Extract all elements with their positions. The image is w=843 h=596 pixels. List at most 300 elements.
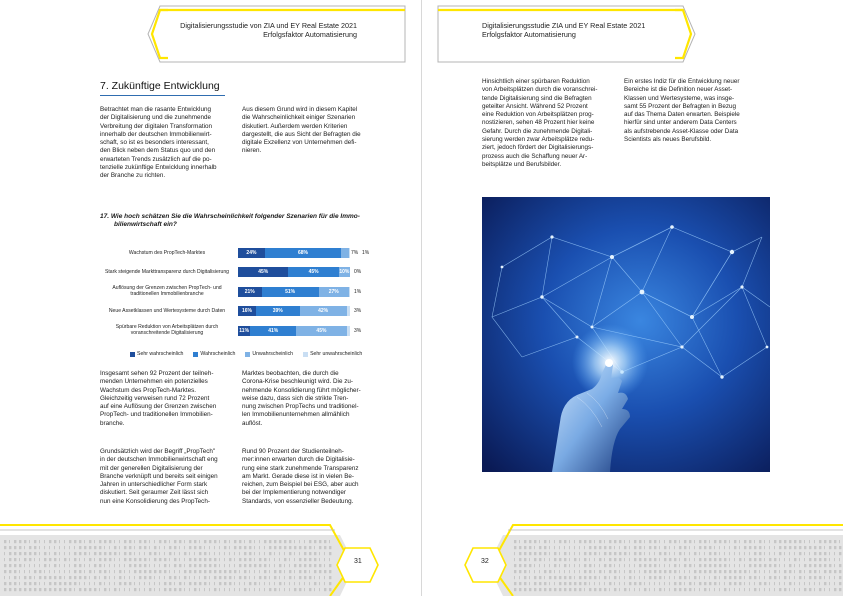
binary-digit <box>149 570 151 573</box>
binary-digit <box>544 558 545 561</box>
binary-digit <box>594 564 595 567</box>
binary-digit <box>834 576 835 579</box>
binary-digit <box>324 576 325 579</box>
binary-digit <box>79 552 81 555</box>
binary-digit <box>704 588 706 591</box>
binary-digit <box>729 588 730 591</box>
binary-digit <box>774 552 775 555</box>
binary-digit <box>599 558 601 561</box>
binary-digit <box>299 564 301 567</box>
binary-digit <box>114 546 116 549</box>
binary-digit <box>239 576 241 579</box>
left-header-line1: Digitalisierungsstudie von ZIA und EY Real Estate 2021 <box>180 21 357 30</box>
binary-digit <box>74 546 75 549</box>
binary-digit <box>689 588 691 591</box>
binary-digit <box>314 564 316 567</box>
binary-digit <box>74 570 76 573</box>
binary-digit <box>584 564 586 567</box>
binary-digit <box>719 546 720 549</box>
binary-digit <box>209 558 211 561</box>
binary-digit <box>64 564 65 567</box>
binary-digit <box>699 576 700 579</box>
binary-digit <box>784 570 786 573</box>
binary-digit <box>39 576 41 579</box>
binary-digit <box>194 546 196 549</box>
binary-digit <box>799 546 801 549</box>
binary-digit <box>164 546 165 549</box>
binary-digit <box>564 552 566 555</box>
binary-digit <box>594 582 595 585</box>
binary-digit <box>159 582 160 585</box>
text-line: nung zwischen PropTechs und traditionel- <box>242 403 359 411</box>
binary-digit <box>759 564 761 567</box>
binary-digit <box>784 564 785 567</box>
right-col2-paragraph <box>624 78 754 144</box>
binary-digit <box>174 588 176 591</box>
binary-digit <box>764 558 765 561</box>
binary-digit <box>224 558 225 561</box>
text-line: prozess auch die Schaffung neuer Ar- <box>482 152 588 160</box>
binary-digit <box>309 546 311 549</box>
binary-digit <box>544 552 546 555</box>
binary-digit <box>519 558 521 561</box>
binary-digit <box>89 558 91 561</box>
binary-digit <box>279 552 280 555</box>
binary-digit <box>94 540 95 543</box>
chart-bar-segment: 45% <box>238 267 288 277</box>
binary-digit <box>549 552 550 555</box>
binary-digit <box>39 564 40 567</box>
binary-digit <box>829 570 831 573</box>
binary-digit <box>204 546 205 549</box>
left-page <box>0 0 421 596</box>
text-line: PropTech- und traditionellen Immobilien- <box>100 411 213 419</box>
binary-digit <box>119 576 121 579</box>
binary-digit <box>749 582 750 585</box>
binary-digit <box>39 582 40 585</box>
binary-digit <box>254 588 255 591</box>
binary-digit <box>254 552 255 555</box>
legend-item <box>303 351 362 357</box>
binary-digit <box>179 546 180 549</box>
text-line: Gefahr. Durch die zunehmende Digitali- <box>482 127 593 135</box>
binary-digit <box>514 582 516 585</box>
binary-digit <box>709 570 711 573</box>
binary-digit <box>19 564 21 567</box>
binary-digit <box>604 540 605 543</box>
binary-digit <box>329 546 331 549</box>
binary-digit <box>274 582 275 585</box>
chart-bar-segment <box>347 306 350 316</box>
binary-digit <box>204 570 206 573</box>
binary-digit <box>129 570 130 573</box>
binary-digit <box>229 552 230 555</box>
chart-bar-row <box>238 306 362 316</box>
binary-digit <box>134 582 135 585</box>
binary-digit <box>734 570 736 573</box>
binary-digit <box>574 576 575 579</box>
right-header <box>482 22 645 39</box>
binary-digit <box>124 588 125 591</box>
chart-category-label-line: Auflösung der Grenzen zwischen PropTech- und <box>112 285 222 291</box>
binary-digit <box>174 552 175 555</box>
binary-digit <box>624 588 626 591</box>
binary-digit <box>584 576 586 579</box>
binary-digit <box>514 576 515 579</box>
binary-digit <box>839 570 841 573</box>
text-line: am Markt. Gerade diese ist in vielen Be- <box>242 472 354 480</box>
binary-digit <box>524 576 526 579</box>
binary-digit <box>199 588 200 591</box>
binary-digit <box>34 570 36 573</box>
binary-digit <box>734 588 735 591</box>
binary-digit <box>629 570 631 573</box>
binary-digit <box>84 540 85 543</box>
binary-digit <box>234 588 235 591</box>
binary-digit <box>54 540 56 543</box>
binary-digit <box>304 582 305 585</box>
binary-digit <box>49 540 51 543</box>
binary-digit <box>589 564 591 567</box>
binary-digit <box>664 558 666 561</box>
binary-digit <box>674 546 675 549</box>
binary-digit <box>709 558 711 561</box>
binary-digit <box>804 540 805 543</box>
binary-digit <box>184 582 185 585</box>
binary-digit <box>564 558 566 561</box>
binary-digit <box>764 570 765 573</box>
binary-digit <box>839 558 840 561</box>
text-line: der Branche zu richten. <box>100 172 166 180</box>
binary-digit <box>644 582 645 585</box>
binary-digit <box>734 576 736 579</box>
binary-digit <box>659 558 660 561</box>
left-col2-paragraph3 <box>242 448 370 506</box>
binary-digit <box>104 582 105 585</box>
chart-data-label: 3% <box>354 308 362 314</box>
binary-digit <box>569 558 570 561</box>
binary-digit <box>89 570 91 573</box>
binary-digit <box>769 558 771 561</box>
left-header <box>180 22 357 39</box>
binary-digit <box>639 582 641 585</box>
binary-digit <box>179 564 181 567</box>
binary-digit <box>219 564 220 567</box>
binary-digit <box>209 540 211 543</box>
binary-digit <box>724 546 725 549</box>
binary-digit <box>559 546 560 549</box>
binary-digit <box>239 540 241 543</box>
binary-digit <box>744 552 745 555</box>
text-line: den Blick neben dem Status quo und den <box>100 147 216 155</box>
binary-digit <box>734 540 736 543</box>
legend-label: Wahrscheinlich <box>200 351 236 357</box>
binary-digit <box>84 552 86 555</box>
binary-digit <box>164 558 166 561</box>
binary-digit <box>129 558 131 561</box>
binary-digit <box>214 546 215 549</box>
binary-digit <box>124 540 126 543</box>
binary-digit <box>24 576 26 579</box>
binary-digit <box>639 552 641 555</box>
binary-digit <box>69 582 71 585</box>
binary-digit <box>159 540 161 543</box>
text-line: geteilter Ansicht. Während 52 Prozent <box>482 102 588 110</box>
text-line: branche. <box>100 419 125 427</box>
binary-digit <box>794 582 795 585</box>
binary-digit <box>249 546 251 549</box>
binary-digit <box>784 552 785 555</box>
binary-digit <box>539 546 541 549</box>
binary-digit <box>569 582 571 585</box>
text-line: Corona-Krise beschleunigt wird. Die zu- <box>242 378 353 386</box>
binary-digit <box>714 588 715 591</box>
binary-digit <box>209 570 211 573</box>
binary-digit <box>644 546 645 549</box>
binary-digit <box>99 546 101 549</box>
binary-digit <box>244 564 246 567</box>
binary-digit <box>99 540 101 543</box>
binary-digit <box>144 588 145 591</box>
binary-digit <box>714 582 716 585</box>
binary-digit <box>39 570 41 573</box>
binary-digit <box>119 540 120 543</box>
binary-digit <box>554 570 555 573</box>
binary-digit <box>264 540 266 543</box>
text-line: diskutiert. Seit geraumer Zeit lässt sich <box>100 489 209 497</box>
binary-digit <box>584 540 586 543</box>
binary-digit <box>189 564 191 567</box>
binary-digit <box>529 552 531 555</box>
binary-digit <box>534 582 536 585</box>
binary-digit <box>289 582 290 585</box>
binary-digit <box>829 564 831 567</box>
binary-digit <box>54 570 55 573</box>
binary-digit <box>59 546 60 549</box>
binary-digit <box>59 558 60 561</box>
binary-digit <box>694 582 695 585</box>
binary-digit <box>284 564 285 567</box>
binary-digit <box>654 540 656 543</box>
binary-digit <box>689 546 690 549</box>
binary-digit <box>329 576 331 579</box>
text-line: dargestellt, die aus Sicht der Befragten die <box>242 130 361 138</box>
binary-digit <box>604 558 605 561</box>
binary-digit <box>234 540 236 543</box>
chart-bar-segment: 11% <box>239 328 250 334</box>
binary-digit <box>719 564 721 567</box>
chart-bar-segment: 21% <box>238 287 262 297</box>
binary-digit <box>84 558 85 561</box>
binary-digit <box>149 552 151 555</box>
binary-digit <box>614 558 616 561</box>
text-line: menden Unternehmen ein potenzielles <box>100 378 208 386</box>
binary-digit <box>839 576 841 579</box>
binary-digit <box>629 558 630 561</box>
binary-digit <box>104 588 106 591</box>
binary-digit <box>19 576 20 579</box>
binary-digit <box>649 540 651 543</box>
binary-digit <box>199 552 201 555</box>
binary-digit <box>284 558 286 561</box>
binary-digit <box>709 582 711 585</box>
binary-digit <box>114 588 116 591</box>
binary-digit <box>624 546 626 549</box>
binary-digit <box>639 564 641 567</box>
binary-digit <box>774 558 776 561</box>
binary-digit <box>329 540 330 543</box>
binary-digit <box>224 582 226 585</box>
binary-digit <box>144 546 146 549</box>
binary-digit <box>94 576 96 579</box>
binary-digit <box>729 576 731 579</box>
binary-digit <box>254 570 255 573</box>
binary-digit <box>644 576 645 579</box>
binary-digit <box>654 564 656 567</box>
binary-digit <box>264 552 265 555</box>
binary-digit <box>209 576 210 579</box>
binary-digit <box>64 588 66 591</box>
binary-digit <box>594 570 595 573</box>
binary-digit <box>799 552 801 555</box>
binary-digit <box>139 576 141 579</box>
text-line: Verbreitung der digitalen Transformation <box>100 122 213 130</box>
binary-digit <box>694 552 696 555</box>
binary-digit <box>149 582 150 585</box>
binary-digit <box>739 570 741 573</box>
binary-digit <box>714 576 716 579</box>
binary-digit <box>184 552 186 555</box>
binary-digit <box>739 588 740 591</box>
binary-digit <box>534 552 536 555</box>
binary-digit <box>199 546 201 549</box>
binary-digit <box>744 558 745 561</box>
chart-data-label: 1% <box>362 250 370 256</box>
binary-digit <box>179 552 180 555</box>
binary-digit <box>134 588 136 591</box>
text-line: Standards, von essenzieller Bedeutung. <box>242 497 354 505</box>
legend-swatch <box>193 352 198 357</box>
binary-digit <box>169 570 170 573</box>
binary-digit <box>789 576 790 579</box>
binary-digit <box>194 570 196 573</box>
binary-digit <box>589 540 591 543</box>
binary-digit <box>609 588 610 591</box>
binary-digit <box>274 540 276 543</box>
binary-digit <box>719 576 720 579</box>
binary-digit <box>4 564 6 567</box>
binary-digit <box>834 588 836 591</box>
binary-digit <box>9 570 11 573</box>
binary-digit <box>779 564 780 567</box>
binary-digit <box>214 576 216 579</box>
binary-digit <box>539 564 540 567</box>
binary-digit <box>639 588 640 591</box>
binary-digit <box>599 540 601 543</box>
binary-digit <box>34 558 35 561</box>
binary-digit <box>609 546 611 549</box>
binary-digit <box>834 546 836 549</box>
binary-digit <box>819 588 821 591</box>
binary-digit <box>649 546 651 549</box>
binary-digit <box>529 588 531 591</box>
binary-digit <box>44 546 45 549</box>
binary-digit <box>824 552 826 555</box>
binary-digit <box>274 564 275 567</box>
binary-digit <box>639 576 640 579</box>
binary-digit <box>799 540 801 543</box>
binary-digit <box>99 570 101 573</box>
binary-digit <box>89 588 91 591</box>
binary-digit <box>229 546 230 549</box>
binary-digit <box>774 576 776 579</box>
binary-digit <box>189 558 191 561</box>
binary-digit <box>164 564 166 567</box>
chart-category-label-line: Stark steigende Markttransparenz durch Digitalisierung <box>104 269 229 275</box>
binary-digit <box>324 546 326 549</box>
binary-digit <box>579 582 581 585</box>
binary-digit <box>139 540 141 543</box>
binary-digit <box>599 570 601 573</box>
binary-digit <box>699 552 700 555</box>
binary-digit <box>54 582 56 585</box>
binary-digit <box>674 552 675 555</box>
binary-digit <box>29 570 30 573</box>
binary-digit <box>649 570 651 573</box>
chart-category-label-line: traditionellen Immobilienbranche <box>130 291 204 298</box>
binary-digit <box>24 552 26 555</box>
binary-digit <box>524 564 526 567</box>
binary-digit <box>834 558 835 561</box>
binary-digit <box>819 540 821 543</box>
survey-question <box>100 213 375 230</box>
binary-digit <box>519 588 521 591</box>
binary-digit <box>299 588 301 591</box>
binary-digit <box>139 570 141 573</box>
binary-digit <box>244 546 246 549</box>
binary-digit <box>834 570 836 573</box>
binary-digit <box>314 588 315 591</box>
binary-digit <box>839 564 841 567</box>
binary-digit <box>239 588 240 591</box>
binary-digit <box>824 582 826 585</box>
binary-digit <box>714 540 716 543</box>
binary-digit <box>734 552 735 555</box>
text-line: hierfür sind unter anderem Data Centers <box>624 119 737 127</box>
chart-category-label <box>100 308 234 314</box>
binary-digit <box>49 570 50 573</box>
binary-digit <box>764 546 765 549</box>
binary-digit <box>794 558 796 561</box>
binary-digit <box>654 588 655 591</box>
binary-digit <box>229 570 231 573</box>
binary-digit <box>809 582 810 585</box>
binary-digit <box>574 546 575 549</box>
chart-data-label: 3% <box>354 328 362 334</box>
binary-digit <box>689 582 691 585</box>
binary-digit <box>4 540 6 543</box>
binary-digit <box>49 576 51 579</box>
binary-digit <box>139 558 141 561</box>
binary-digit <box>589 576 591 579</box>
binary-digit <box>669 558 671 561</box>
binary-digit <box>694 588 695 591</box>
binary-digit <box>154 588 155 591</box>
chart-bar-segment <box>349 248 350 258</box>
text-line: Wachstum des PropTech-Marktes. <box>100 386 196 394</box>
binary-digit <box>319 558 320 561</box>
binary-digit <box>29 564 30 567</box>
